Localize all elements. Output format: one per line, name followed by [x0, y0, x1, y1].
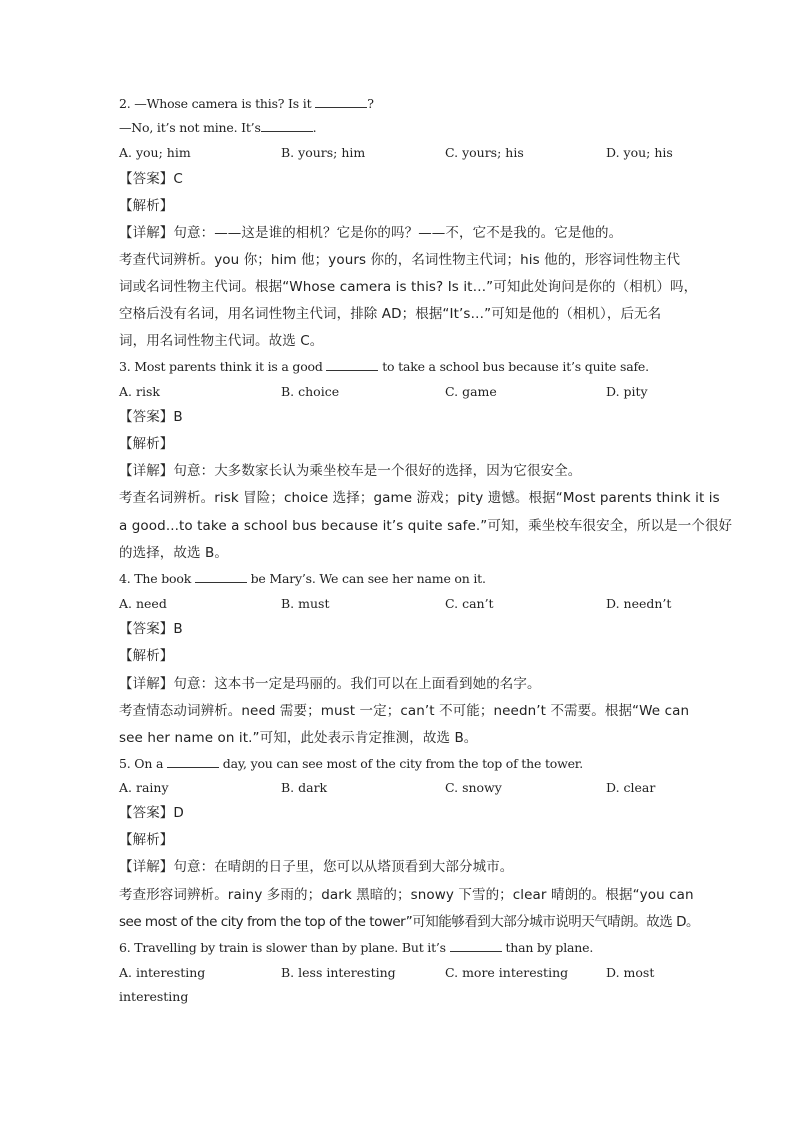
- q3-detail: 【详解】句意：大多数家长认为乘坐校车是一个很好的选择，因为它很安全。: [119, 463, 582, 479]
- q6-option-d-wrap: interesting: [119, 989, 189, 1004]
- q4-analysis-heading: 【解析】: [119, 648, 174, 664]
- q4-option-d: D. needn’t: [606, 596, 672, 611]
- q6-option-a: A. interesting: [119, 965, 206, 980]
- answer-blank: [261, 120, 313, 132]
- question-5-stem: 5. On a day, you can see most of the city from the top of the tower.: [119, 756, 583, 771]
- q4-option-a: A. need: [119, 596, 167, 611]
- q5-explanation-line1: 考查形容词辨析。rainy 多雨的；dark 黑暗的；snowy 下雪的；clear 晴朗的。根据“you can: [119, 887, 694, 903]
- q3-option-b: B. choice: [281, 384, 340, 399]
- q4-answer: 【答案】B: [119, 621, 183, 637]
- q2-answer: 【答案】C: [119, 171, 183, 187]
- q2-option-c: C. yours; his: [445, 145, 524, 160]
- q5-detail: 【详解】句意：在晴朗的日子里，您可以从塔顶看到大部分城市。: [119, 859, 514, 875]
- answer-blank: [450, 940, 502, 952]
- q3-explanation-line1: 考查名词辨析。risk 冒险；choice 选择；game 游戏；pity 遗憾。根据“Most parents think it is: [119, 490, 720, 506]
- q5-explanation-line2: see most of the city from the top of the tower”可知能够看到大部分城市说明天气晴朗。故选 D。: [119, 914, 699, 930]
- question-3-stem: 3. Most parents think it is a good to take a school bus because it’s quite safe.: [119, 359, 649, 374]
- q5-option-a: A. rainy: [119, 780, 169, 795]
- q5-option-b: B. dark: [281, 780, 328, 795]
- q2-explanation-line1: 考查代词辨析。you 你；him 他；yours 你的，名词性物主代词；his 他的，形容词性物主代: [119, 252, 681, 268]
- q3-option-c: C. game: [445, 384, 497, 399]
- q3-option-d: D. pity: [606, 384, 648, 399]
- q6-option-c: C. more interesting: [445, 965, 569, 980]
- answer-blank: [195, 571, 247, 583]
- q3-explanation-line3: 的选择，故选 B。: [119, 545, 228, 561]
- q5-option-c: C. snowy: [445, 780, 502, 795]
- answer-blank: [315, 96, 367, 108]
- q6-option-b: B. less interesting: [281, 965, 396, 980]
- question-2-line2: —No, it’s not mine. It’s .: [119, 120, 317, 135]
- question-2-stem: 2. —Whose camera is this? Is it ?: [119, 96, 374, 111]
- q2-analysis-heading: 【解析】: [119, 198, 174, 214]
- q2-option-d: D. you; his: [606, 145, 673, 160]
- answer-blank: [167, 756, 219, 768]
- q5-option-d: D. clear: [606, 780, 656, 795]
- q2-explanation-line4: 词，用名词性物主代词。故选 C。: [119, 333, 324, 349]
- q2-option-a: A. you; him: [119, 145, 191, 160]
- q3-explanation-line2: a good...to take a school bus because it’s quite safe.”可知，乘坐校车很安全，所以是一个很好: [119, 518, 733, 534]
- q2-explanation-line3: 空格后没有名词，用名词性物主代词，排除 AD；根据“It’s…”可知是他的（相机），后无名: [119, 306, 662, 322]
- q2-detail: 【详解】句意：——这是谁的相机？它是你的吗？——不，它不是我的。它是他的。: [119, 225, 623, 241]
- question-4-stem: 4. The book be Mary’s. We can see her name on it.: [119, 571, 486, 586]
- q2-option-b: B. yours; him: [281, 145, 366, 160]
- q2-explanation-line2: 词或名词性物主代词。根据“Whose camera is this? Is it…”可知此处询问是你的（相机）吗，: [119, 279, 698, 295]
- q4-option-c: C. can’t: [445, 596, 494, 611]
- q3-option-a: A. risk: [119, 384, 160, 399]
- question-6-stem: 6. Travelling by train is slower than by plane. But it’s than by plane.: [119, 940, 594, 955]
- q4-explanation-line1: 考查情态动词辨析。need 需要；must 一定；can’t 不可能；needn’t 不需要。根据“We can: [119, 703, 690, 719]
- q3-analysis-heading: 【解析】: [119, 436, 174, 452]
- q5-analysis-heading: 【解析】: [119, 832, 174, 848]
- q5-answer: 【答案】D: [119, 805, 184, 821]
- q4-explanation-line2: see her name on it.”可知，此处表示肯定推测，故选 B。: [119, 730, 478, 746]
- q3-answer: 【答案】B: [119, 409, 183, 425]
- q6-option-d: D. most: [606, 965, 655, 980]
- answer-blank: [326, 359, 378, 371]
- q4-detail: 【详解】句意：这本书一定是玛丽的。我们可以在上面看到她的名字。: [119, 676, 541, 692]
- q4-option-b: B. must: [281, 596, 330, 611]
